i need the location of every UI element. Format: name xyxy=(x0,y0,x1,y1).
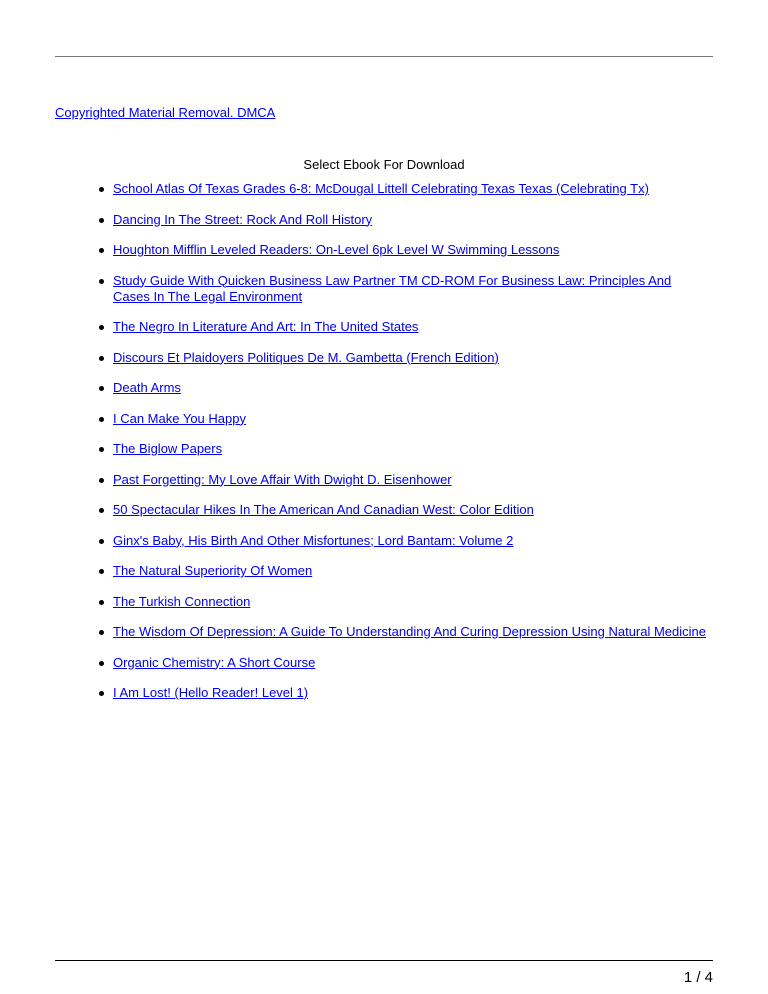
list-item xyxy=(97,273,707,305)
ebook-link[interactable]: Ginx's Baby, His Birth And Other Misfortunes; Lord Bantam: Volume 2 xyxy=(113,532,514,548)
section-title: Select Ebook For Download xyxy=(303,157,465,172)
bullet-icon xyxy=(99,248,104,253)
top-divider xyxy=(55,56,713,57)
list-item xyxy=(97,563,707,579)
list-item xyxy=(97,380,707,396)
ebook-link[interactable]: The Turkish Connection xyxy=(113,593,251,609)
bullet-icon xyxy=(99,356,104,361)
bullet-icon xyxy=(99,279,104,284)
ebook-link[interactable]: Past Forgetting: My Love Affair With Dwight D. Eisenhower xyxy=(113,471,452,487)
page-indicator: 1 / 4 xyxy=(683,969,713,986)
bullet-icon xyxy=(99,630,104,635)
ebook-link[interactable]: The Natural Superiority Of Women xyxy=(113,563,313,578)
bullet-icon xyxy=(99,447,104,452)
list-item xyxy=(97,685,707,701)
ebook-link[interactable]: The Negro In Literature And Art: In The United States xyxy=(113,319,419,334)
list-item xyxy=(97,441,707,457)
list-item xyxy=(97,533,707,549)
bullet-icon xyxy=(99,386,104,391)
bullet-icon xyxy=(99,600,104,605)
ebook-link[interactable]: Dancing In The Street: Rock And Roll History xyxy=(113,211,373,227)
list-item xyxy=(97,411,707,427)
ebook-link[interactable]: The Wisdom Of Depression: A Guide To Understanding And Curing Depression Using Natural Medicine xyxy=(113,624,707,639)
ebook-link[interactable]: I Can Make You Happy xyxy=(113,410,246,426)
ebook-link[interactable]: Houghton Mifflin Leveled Readers: On-Level 6pk Level W Swimming Lessons xyxy=(113,242,560,257)
bullet-icon xyxy=(99,691,104,696)
ebook-link[interactable]: Discours Et Plaidoyers Politiques De M. Gambetta (French Edition) xyxy=(113,349,499,365)
ebook-link[interactable]: Study Guide With Quicken Business Law Partner TM CD-ROM For Business Law: Principles And Cases In The Legal Environment xyxy=(113,272,672,304)
dmca-link[interactable]: Copyrighted Material Removal. DMCA xyxy=(55,105,276,120)
bottom-divider xyxy=(55,960,713,961)
bullet-icon xyxy=(99,569,104,574)
ebook-list xyxy=(97,181,707,716)
bullet-icon xyxy=(99,508,104,513)
list-item xyxy=(97,242,707,258)
ebook-link[interactable]: The Biglow Papers xyxy=(113,441,223,456)
bullet-icon xyxy=(99,539,104,544)
bullet-icon xyxy=(99,661,104,666)
ebook-link[interactable]: I Am Lost! (Hello Reader! Level 1) xyxy=(113,685,309,700)
list-item xyxy=(97,594,707,610)
list-item xyxy=(97,319,707,335)
list-item xyxy=(97,472,707,488)
bullet-icon xyxy=(99,218,104,223)
ebook-link[interactable]: Organic Chemistry: A Short Course xyxy=(113,654,316,670)
list-item xyxy=(97,350,707,366)
list-item xyxy=(97,655,707,671)
bullet-icon xyxy=(99,187,104,192)
bullet-icon xyxy=(99,478,104,483)
ebook-link[interactable]: School Atlas Of Texas Grades 6-8: McDougal Littell Celebrating Texas Texas (Celebrating Tx) xyxy=(113,181,649,196)
ebook-link[interactable]: Death Arms xyxy=(113,380,181,395)
list-item xyxy=(97,624,707,640)
list-item xyxy=(97,181,707,197)
bullet-icon xyxy=(99,325,104,330)
ebook-link[interactable]: 50 Spectacular Hikes In The American And Canadian West: Color Edition xyxy=(113,502,534,517)
list-item xyxy=(97,212,707,228)
list-item xyxy=(97,502,707,518)
bullet-icon xyxy=(99,417,104,422)
